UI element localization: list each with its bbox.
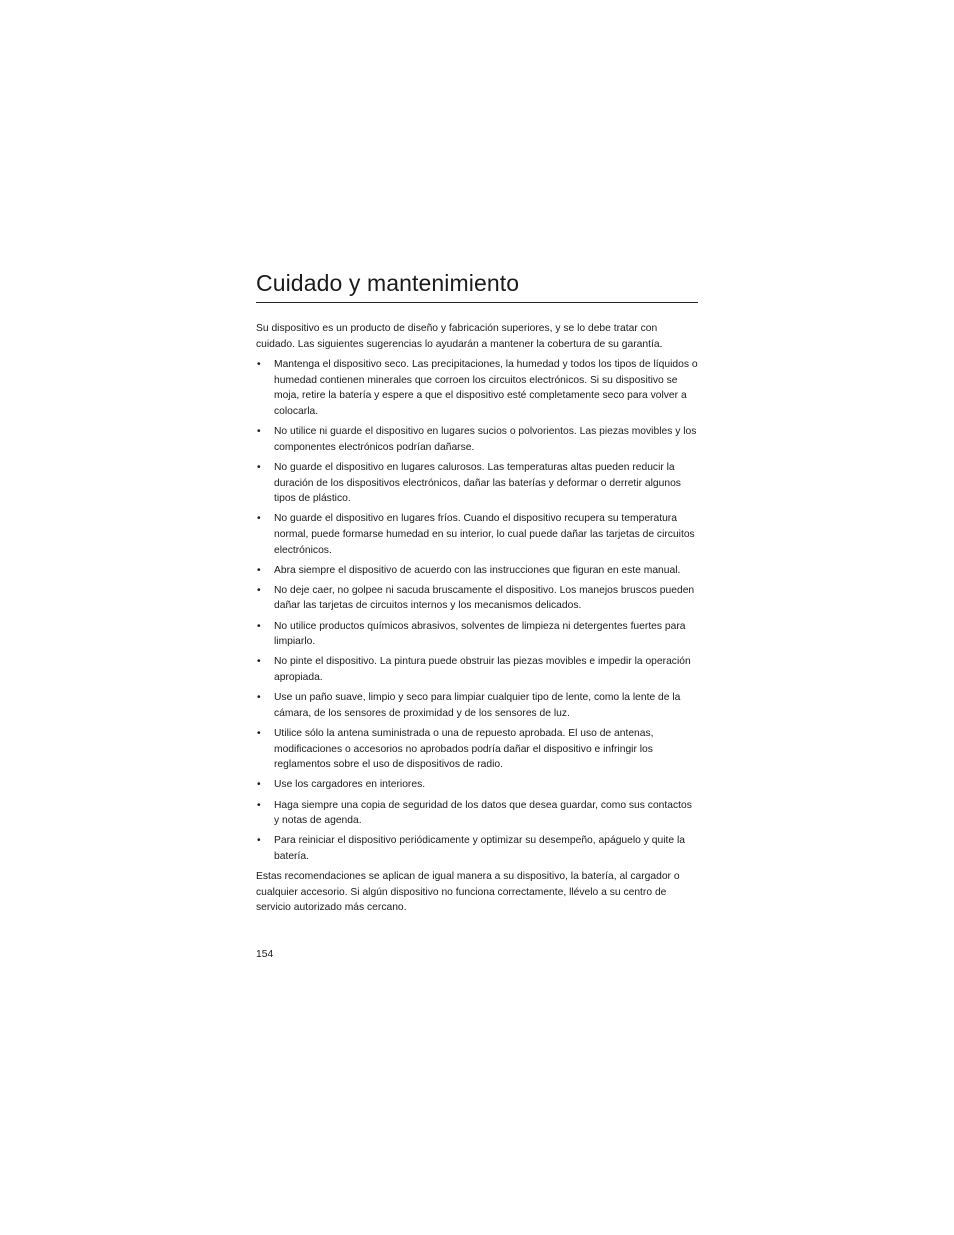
page-number: 154 <box>256 949 274 960</box>
list-item <box>256 460 698 507</box>
list-item-text: No guarde el dispositivo en lugares fríos. Cuando el dispositivo recupera su temperatura normal, puede formarse humedad en su interior, lo cual puede dañar las tarjetas de circuitos electrónicos. <box>274 513 695 556</box>
list-item-text: Para reiniciar el dispositivo periódicamente y optimizar su desempeño, apáguelo y quite la batería. <box>274 835 685 862</box>
list-item-text: Mantenga el dispositivo seco. Las precipitaciones, la humedad y todos los tipos de líquidos o humedad contienen minerales que corroen los circuitos electrónicos. Si su dispositivo se moja, retire la batería y espere a que el dispositivo esté completamente seco para volver a colocarla. <box>274 359 698 417</box>
list-item <box>256 798 698 829</box>
list-item-text: No pinte el dispositivo. La pintura puede obstruir las piezas movibles e impedir la operación apropiada. <box>274 656 691 684</box>
bullet-icon: • <box>257 461 261 473</box>
bullet-icon: • <box>257 513 261 525</box>
bullet-icon: • <box>257 779 261 791</box>
list-item-text: No utilice ni guarde el dispositivo en lugares sucios o polvorientos. Las piezas movibles y los componentes electrónicos podrían dañarse. <box>274 426 697 453</box>
list-item <box>256 654 698 685</box>
list-item <box>256 357 698 419</box>
closing-paragraph: Estas recomendaciones se aplican de igual manera a su dispositivo, la batería, al cargador o cualquier accesorio. Si algún dispositivo no funciona correctamente, llévelo a su centro de servicio autorizado más cercano. <box>256 871 680 914</box>
bullet-icon: • <box>257 584 261 596</box>
bullet-icon: • <box>257 692 261 704</box>
care-tips-list <box>256 357 698 864</box>
list-item <box>256 563 698 579</box>
list-item <box>256 690 698 721</box>
list-item-text: Use los cargadores en interiores. <box>274 779 426 791</box>
bullet-icon: • <box>257 426 261 438</box>
list-item <box>256 583 698 614</box>
title-underline <box>256 302 698 303</box>
list-item-text: No utilice productos químicos abrasivos, solventes de limpieza ni detergentes fuertes para limpiarlo. <box>274 620 686 648</box>
bullet-icon: • <box>257 835 261 847</box>
bullet-icon: • <box>257 799 261 811</box>
bullet-icon: • <box>257 564 261 576</box>
list-item-text: Use un paño suave, limpio y seco para limpiar cualquier tipo de lente, como la lente de la cámara, de los sensores de proximidad y de los sensores de luz. <box>274 692 681 719</box>
bullet-icon: • <box>257 656 261 668</box>
list-item <box>256 424 698 455</box>
intro-paragraph: Su dispositivo es un producto de diseño y fabricación superiores, y se lo debe tratar con cuidado. Las siguientes sugerencias lo ayudarán a mantener la cobertura de su garantía. <box>256 323 663 350</box>
list-item <box>256 777 698 793</box>
bullet-icon: • <box>257 620 261 632</box>
list-item-text: Haga siempre una copia de seguridad de los datos que desea guardar, como sus contactos y notas de agenda. <box>274 799 692 827</box>
list-item <box>256 511 698 558</box>
page-title: Cuidado y mantenimiento <box>256 270 520 296</box>
document-page <box>256 268 698 916</box>
bullet-icon: • <box>257 359 261 371</box>
list-item-text: Abra siempre el dispositivo de acuerdo con las instrucciones que figuran en este manual. <box>274 564 681 576</box>
list-item <box>256 833 698 864</box>
list-item-text: Utilice sólo la antena suministrada o una de repuesto aprobada. El uso de antenas, modificaciones o accesorios no aprobados podría dañar el dispositivo e infringir los reglamentos sobre el uso de dispositivos de radio. <box>274 728 654 771</box>
list-item-text: No deje caer, no golpee ni sacuda bruscamente el dispositivo. Los manejos bruscos pueden dañar las tarjetas de circuitos internos y los mecanismos delicados. <box>274 584 695 612</box>
list-item <box>256 619 698 650</box>
bullet-icon: • <box>257 728 261 739</box>
list-item-text: No guarde el dispositivo en lugares calurosos. Las temperaturas altas pueden reducir la duración de los dispositivos electrónicos, dañar las baterías y deformar o derretir algunos tipos de plástico. <box>274 461 681 505</box>
list-item <box>256 726 698 773</box>
